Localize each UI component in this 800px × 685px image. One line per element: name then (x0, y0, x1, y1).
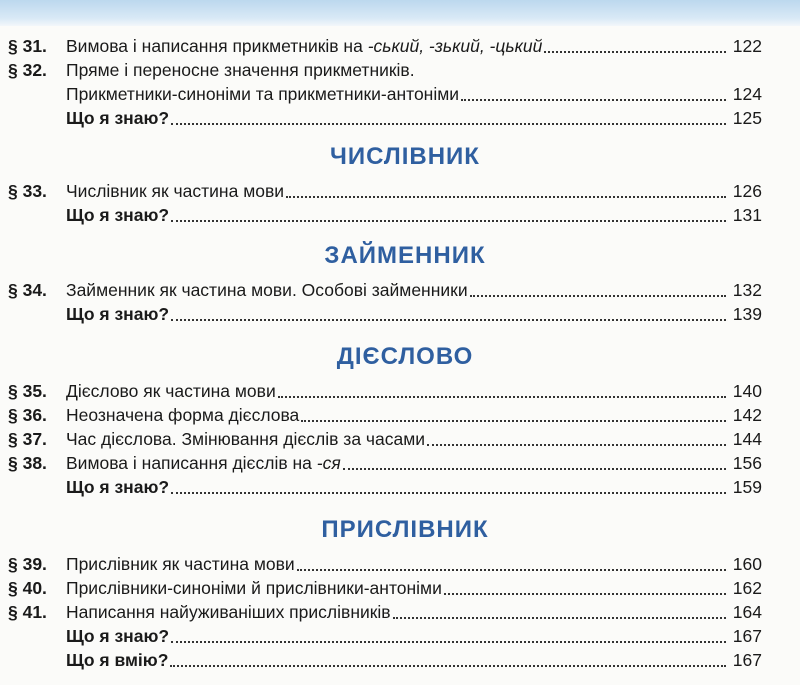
leader-dots (278, 395, 726, 398)
section-title: Вимова і написання дієслів на -ся (66, 453, 341, 473)
leader-dots (171, 491, 726, 494)
page-number: 132 (732, 280, 762, 300)
leader-dots (171, 122, 726, 125)
table-of-contents (0, 34, 800, 672)
toc-entry-38[interactable] (8, 451, 762, 475)
page-number: 122 (732, 36, 762, 56)
section-title: Займенник як частина мови. Особові займенники (66, 280, 468, 300)
section-number: § 38. (8, 453, 47, 473)
page-number: 167 (732, 626, 762, 646)
section-title: Неозначена форма дієслова (66, 405, 300, 425)
leader-dots (343, 467, 726, 470)
section-title: Час дієслова. Змінювання дієслів за часами (66, 429, 426, 449)
leader-dots (444, 592, 726, 595)
toc-entry-34[interactable] (8, 278, 762, 302)
review-title: Що я знаю? (66, 626, 170, 646)
section-number: § 39. (8, 554, 47, 574)
page-number: 131 (732, 205, 762, 225)
page-number: 125 (732, 108, 762, 128)
section-number: § 37. (8, 429, 47, 449)
toc-review-2[interactable] (8, 203, 762, 227)
leader-dots (297, 568, 726, 571)
section-title: Вимова і написання прикметників на -ський, -зький, -цький (66, 36, 543, 56)
section-number: § 33. (8, 181, 47, 201)
section-title: Дієслово як частина мови (66, 381, 276, 401)
toc-review-3[interactable] (8, 302, 762, 326)
chapter-heading-numeral: ЧИСЛІВНИК (330, 143, 480, 170)
leader-dots (544, 50, 726, 53)
page-number: 126 (732, 181, 762, 201)
toc-review-1[interactable] (8, 106, 762, 130)
section-title-continued: Прикметники-синоніми та прикметники-антоніми (66, 84, 460, 104)
review-title: Що я вмію? (66, 650, 169, 670)
page-number: 164 (732, 602, 762, 622)
page-number: 140 (732, 381, 762, 401)
review-title: Що я знаю? (66, 205, 170, 225)
page-number: 156 (732, 453, 762, 473)
toc-entry-41[interactable] (8, 600, 762, 624)
section-number: § 31. (8, 36, 47, 56)
page-number: 142 (732, 405, 762, 425)
chapter-heading-pronoun: ЗАЙМЕННИК (324, 242, 486, 269)
toc-entry-36[interactable] (8, 403, 762, 427)
leader-dots (427, 443, 726, 446)
toc-review-5[interactable] (8, 624, 762, 648)
leader-dots (393, 616, 726, 619)
review-title: Що я знаю? (66, 304, 170, 324)
leader-dots (170, 664, 726, 667)
toc-entry-32-line1[interactable] (8, 58, 762, 82)
leader-dots (171, 219, 726, 222)
leader-dots (171, 640, 726, 643)
section-number: § 41. (8, 602, 47, 622)
leader-dots (171, 318, 726, 321)
leader-dots (286, 195, 726, 198)
review-title: Що я знаю? (66, 108, 170, 128)
leader-dots (470, 294, 726, 297)
section-title: Прислівник як частина мови (66, 554, 295, 574)
chapter-heading-verb: ДІЄСЛОВО (336, 343, 474, 370)
review-title: Що я знаю? (66, 477, 170, 497)
toc-review-6[interactable] (8, 648, 762, 672)
section-title: Числівник як частина мови (66, 181, 285, 201)
page-number: 167 (732, 650, 762, 670)
page-number: 160 (732, 554, 762, 574)
toc-entry-37[interactable] (8, 427, 762, 451)
page-number: 162 (732, 578, 762, 598)
section-number: § 36. (8, 405, 47, 425)
toc-entry-35[interactable] (8, 379, 762, 403)
toc-entry-31[interactable] (8, 34, 762, 58)
page-number: 124 (732, 84, 762, 104)
section-number: § 40. (8, 578, 47, 598)
section-title: Пряме і переносне значення прикметників. (66, 60, 415, 80)
top-decorative-band (0, 0, 800, 26)
leader-dots (301, 419, 726, 422)
section-number: § 34. (8, 280, 47, 300)
toc-review-4[interactable] (8, 475, 762, 499)
page-number: 139 (732, 304, 762, 324)
leader-dots (461, 98, 726, 101)
toc-entry-32-line2[interactable] (8, 82, 762, 106)
chapter-heading-adverb: ПРИСЛІВНИК (321, 516, 489, 543)
toc-entry-40[interactable] (8, 576, 762, 600)
page-number: 159 (732, 477, 762, 497)
section-number: § 35. (8, 381, 47, 401)
section-title: Написання найуживаніших прислівників (66, 602, 391, 622)
toc-entry-33[interactable] (8, 179, 762, 203)
section-number: § 32. (8, 60, 47, 80)
section-title: Прислівники-синоніми й прислівники-антоніми (66, 578, 442, 598)
page-number: 144 (732, 429, 762, 449)
toc-entry-39[interactable] (8, 552, 762, 576)
